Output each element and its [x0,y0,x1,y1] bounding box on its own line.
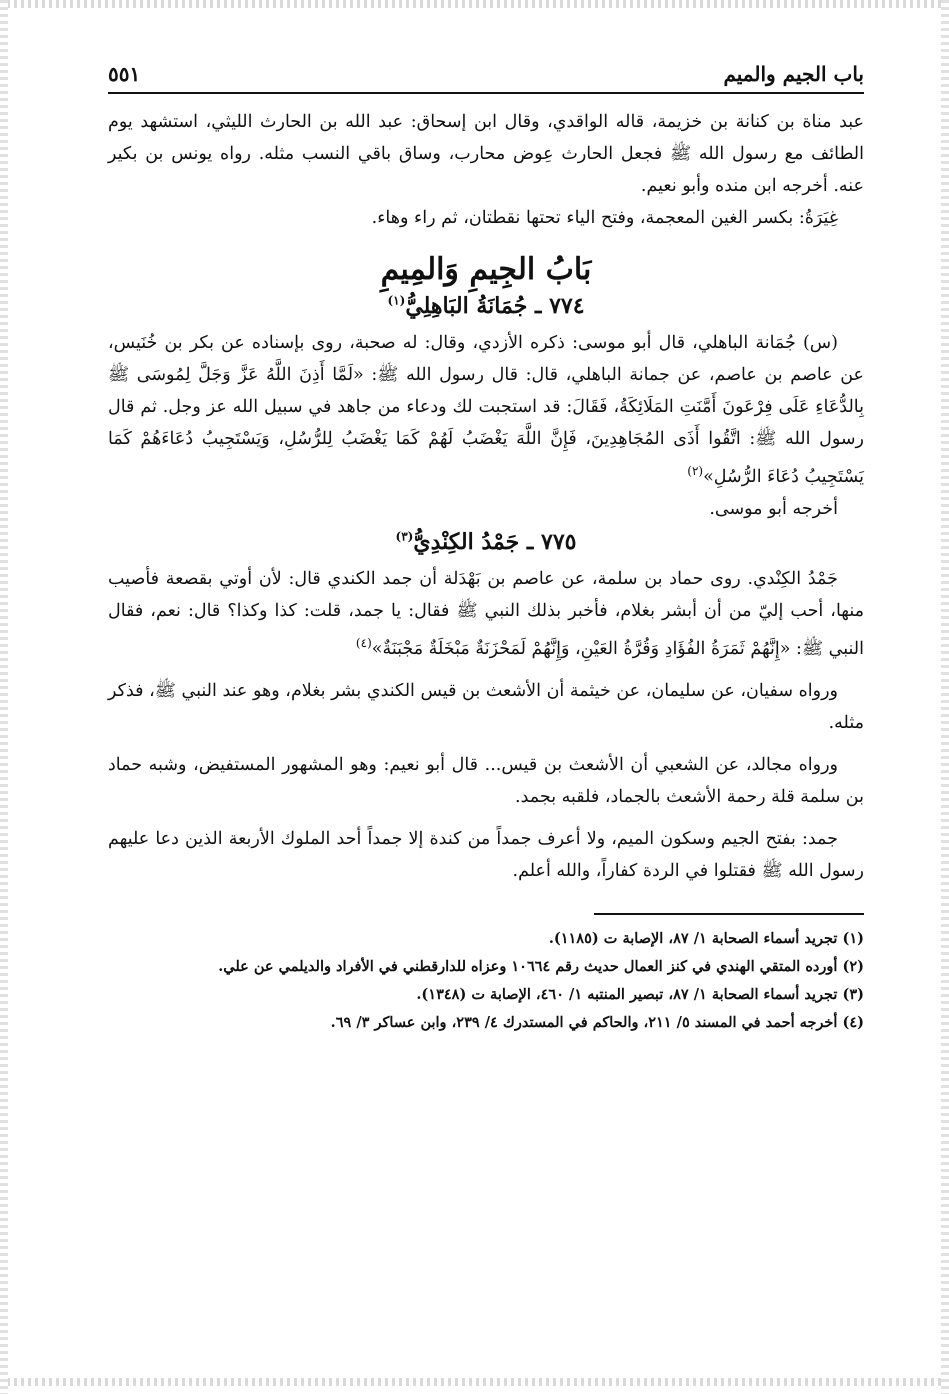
running-header [108,62,864,94]
entry-775-title: ٧٧٥ ـ جَمْدُ الكِنْدِيُّ [413,528,577,555]
page-number: ٥٥١ [108,62,141,86]
page-border-right [941,0,949,1394]
paragraph-sufyan: ورواه سفيان، عن سليمان، عن خيثمة أن الأشعث بن قيس الكندي بشر بغلام، وهو عند النبي ﷺ، فذكر مثله. [108,680,864,733]
entry-774-source: أخرجه أبو موسى. [709,498,838,519]
footnote-1: (١) تجريد أسماء الصحابة ١/ ٨٧، الإصابة ت (١١٨٥). [548,929,864,947]
footnote-ref-2: (٢) [687,464,704,478]
book-page [108,62,864,1037]
entry-775-body [108,563,864,665]
entry-774-title: ٧٧٤ ـ جُمَانَةُ البَاهِلِيُّ [405,293,585,319]
paragraph-mujalid: ورواه مجالد، عن الشعبي أن الأشعث بن قيس... قال أبو نعيم: وهو المشهور المستفيض، وشبه حماد بن سلمة قلة رحمة الأشعث بالجماد، فلقبه بجمد. [108,754,864,807]
paragraph-jamd-note: جمد: بفتح الجيم وسكون الميم، ولا أعرف جمداً من كندة إلا جمداً أحد الملوك الأربعة الذين دعا عليهم رسول الله ﷺ فقتلوا في الردة كفاراً، والله أعلم. [108,828,864,881]
running-title: باب الجيم والميم [723,62,864,86]
footnotes [108,925,864,1037]
entry-774-text: (س) جُمَانة الباهلي، قال أبو موسى: ذكره الأزدي، وقال: له صحبة، روى بإسناده عن بكر بن خُنَيس، عن عاصم بن عاصم، عن جمانة الباهلي، قال: قال رسول الله ﷺ: «لَمَّا أَذِنَ اللَّهُ عَزَّ وَجَلَّ لِمُوسَى ﷺ بِالدُّعَاءِ عَلَى فِرْعَونَ أَمَّنَتِ المَلَائِكَةُ، فَقَالَ: قد استجبت لك ودعاء من جاهد في سبيل الله عز وجل. ثم قال رسول الله ﷺ: اتَّقُوا أَذَى المُجَاهِدِينَ، فَإِنَّ اللَّهَ يَغْضَبُ لَهُمْ كَمَا يَغْضَبُ لِلرُّسُلِ، وَيَسْتَجِيبُ دُعَاءَهُمْ كَمَا يَسْتَجِيبُ دُعَاءَ الرُّسُلِ» [108,333,864,487]
page-border-bottom [0,1378,949,1386]
paragraph-continuation: عبد مناة بن كنانة بن خزيمة، قاله الواقدي، وقال ابن إسحاق: عبد الله بن الحارث الليثي، استشهد يوم الطائف مع رسول الله ﷺ فجعل الحارث عِوض محارب، وساق باقي النسب مثله. رواه يونس بن بكير عنه. أخرجه ابن منده وأبو نعيم. [108,112,864,196]
paragraph-spelling-note: غِيَرَةُ: بكسر الغين المعجمة، وفتح الياء تحتها نقطتان، ثم راء وهاء. [371,208,838,228]
footnote-ref-1: (١) [387,293,406,308]
entry-775-text: جَمْدُ الكِنْدي. روى حماد بن سلمة، عن عاصم بن بَهْدَلة أن جمد الكندي قال: لأن أوتي بقصعة فأصيب منها، أحب إليّ من أن أبشر بغلام، فأخبر بذلك النبي ﷺ فقال: يا جمد، قلت: كذا وكذا؟ قال: نعم، فقال النبي ﷺ: «إِنَّهُمْ ثَمَرَةُ الفُؤَادِ وَقُرَّةُ العَيْنِ، وَإِنَّهُمْ لَمَحْزَنَةٌ مَبْخَلَةٌ مَجْبَنَةٌ» [108,568,864,659]
entry-774-body [108,327,864,493]
footnote-3: (٣) تجريد أسماء الصحابة ١/ ٨٧، تبصير المنتبه ١/ ٤٦٠، الإصابة ت (١٣٤٨). [416,985,864,1003]
entry-775-heading [108,529,864,555]
footnote-divider [594,913,864,915]
footnote-2: (٢) أورده المتقي الهندي في كنز العمال حديث رقم ١٠٦٦٤ وعزاه للدارقطني في الأفراد والديلمي عن علي. [218,957,864,975]
footnote-ref-3: (٣) [395,529,414,544]
footnote-ref-4: (٤) [355,635,372,650]
entry-774-heading [108,293,864,319]
page-border-top [0,0,949,8]
page-border-left [0,0,8,1394]
chapter-title: بَابُ الجِيمِ وَالمِيمِ [380,252,592,287]
footnote-4: (٤) أخرجه أحمد في المسند ٥/ ٢١١، والحاكم في المستدرك ٤/ ٢٣٩، وابن عساكر ٣/ ٦٩. [330,1013,864,1031]
